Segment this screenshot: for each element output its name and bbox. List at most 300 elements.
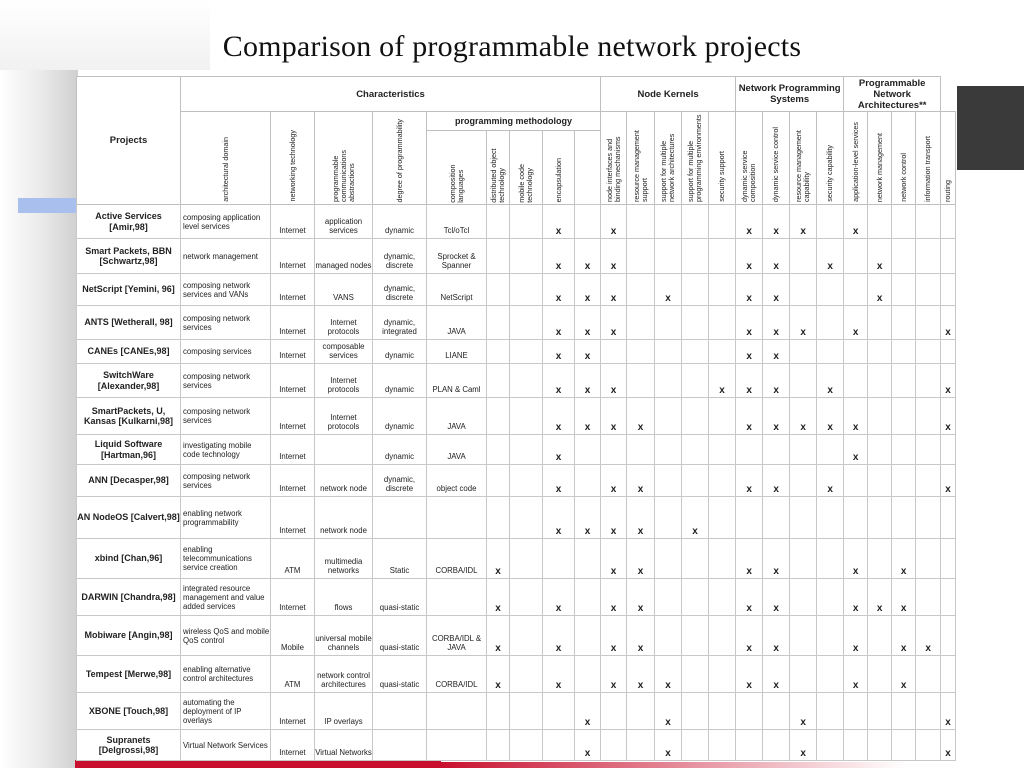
check-mark <box>790 497 817 539</box>
table-row <box>77 274 956 306</box>
communications-abstraction: composable services <box>315 340 373 364</box>
architectural-domain: wireless QoS and mobile QoS control <box>181 616 271 656</box>
check-mark <box>709 205 736 239</box>
check-mark <box>868 435 892 465</box>
check-mark: x <box>844 398 868 435</box>
check-mark <box>844 497 868 539</box>
check-mark <box>736 435 763 465</box>
architectural-domain: network management <box>181 239 271 274</box>
check-mark <box>510 465 543 497</box>
check-mark <box>655 340 682 364</box>
check-mark: x <box>763 398 790 435</box>
composition-language: JAVA <box>427 306 487 340</box>
check-mark <box>790 616 817 656</box>
networking-technology: Internet <box>271 340 315 364</box>
col-header: routing <box>941 112 956 205</box>
col-header: dynamic service control <box>763 112 790 205</box>
architectural-domain: composing application level services <box>181 205 271 239</box>
check-mark <box>627 364 655 398</box>
col-header: application-level services <box>844 112 868 205</box>
check-mark <box>817 205 844 239</box>
check-mark <box>510 205 543 239</box>
check-mark: x <box>817 239 844 274</box>
check-mark <box>817 656 844 693</box>
check-mark: x <box>941 465 956 497</box>
check-mark <box>510 693 543 730</box>
table-row <box>77 306 956 340</box>
check-mark <box>709 616 736 656</box>
check-mark: x <box>844 579 868 616</box>
check-mark <box>682 274 709 306</box>
col-header: security support <box>709 112 736 205</box>
check-mark <box>868 693 892 730</box>
communications-abstraction <box>315 435 373 465</box>
check-mark <box>655 205 682 239</box>
check-mark <box>627 693 655 730</box>
composition-language: JAVA <box>427 398 487 435</box>
check-mark <box>790 435 817 465</box>
check-mark <box>790 579 817 616</box>
check-mark <box>763 435 790 465</box>
check-mark <box>844 274 868 306</box>
communications-abstraction: network control architectures <box>315 656 373 693</box>
architectural-domain: composing network services <box>181 306 271 340</box>
check-mark <box>868 340 892 364</box>
project-name: ANTS [Wetherall, 98] <box>77 306 181 340</box>
check-mark <box>892 465 916 497</box>
project-name: Smart Packets, BBN [Schwartz,98] <box>77 239 181 274</box>
table-row <box>77 579 956 616</box>
check-mark <box>790 239 817 274</box>
check-mark <box>790 364 817 398</box>
check-mark <box>941 274 956 306</box>
check-mark: x <box>892 539 916 579</box>
table-row <box>77 497 956 539</box>
check-mark: x <box>543 205 575 239</box>
composition-language <box>427 497 487 539</box>
check-mark: x <box>868 239 892 274</box>
networking-technology: ATM <box>271 656 315 693</box>
check-mark: x <box>601 465 627 497</box>
architectural-domain: Virtual Network Services <box>181 730 271 761</box>
degree-of-programmability: dynamic, discrete <box>373 465 427 497</box>
check-mark <box>817 730 844 761</box>
check-mark <box>627 274 655 306</box>
check-mark: x <box>844 656 868 693</box>
check-mark: x <box>790 730 817 761</box>
check-mark <box>790 274 817 306</box>
col-header: networking technology <box>271 112 315 205</box>
check-mark: x <box>736 239 763 274</box>
col-header: support for multiple network architectures <box>655 112 682 205</box>
check-mark <box>763 730 790 761</box>
check-mark <box>682 656 709 693</box>
project-name: Supranets [Delgrossi,98] <box>77 730 181 761</box>
check-mark <box>682 364 709 398</box>
project-name: Liquid Software [Hartman,96] <box>77 435 181 465</box>
check-mark <box>627 340 655 364</box>
col-header: security capability <box>817 112 844 205</box>
check-mark <box>510 239 543 274</box>
check-mark <box>627 205 655 239</box>
check-mark: x <box>655 730 682 761</box>
check-mark <box>790 340 817 364</box>
check-mark <box>682 398 709 435</box>
composition-language: CORBA/IDL & JAVA <box>427 616 487 656</box>
table-row <box>77 616 956 656</box>
check-mark: x <box>763 656 790 693</box>
check-mark <box>487 398 510 435</box>
check-mark <box>941 340 956 364</box>
check-mark <box>817 693 844 730</box>
degree-of-programmability: Static <box>373 539 427 579</box>
check-mark: x <box>682 497 709 539</box>
architectural-domain: composing network services and VANs <box>181 274 271 306</box>
check-mark <box>682 465 709 497</box>
check-mark <box>709 579 736 616</box>
check-mark <box>916 239 941 274</box>
header-characteristics: Characteristics <box>181 77 601 112</box>
check-mark <box>487 693 510 730</box>
composition-language: CORBA/IDL <box>427 656 487 693</box>
check-mark: x <box>941 693 956 730</box>
check-mark <box>916 656 941 693</box>
networking-technology: Internet <box>271 465 315 497</box>
check-mark <box>916 435 941 465</box>
check-mark <box>817 435 844 465</box>
table-row <box>77 656 956 693</box>
check-mark <box>682 340 709 364</box>
check-mark <box>510 340 543 364</box>
header-programmable-network-architectures: Programmable Network Architectures** <box>844 77 941 112</box>
check-mark: x <box>709 364 736 398</box>
check-mark: x <box>601 579 627 616</box>
table-row <box>77 398 956 435</box>
check-mark <box>844 730 868 761</box>
check-mark: x <box>575 239 601 274</box>
architectural-domain: composing services <box>181 340 271 364</box>
check-mark: x <box>844 539 868 579</box>
check-mark <box>543 693 575 730</box>
communications-abstraction: multimedia networks <box>315 539 373 579</box>
check-mark <box>709 274 736 306</box>
check-mark <box>655 539 682 579</box>
check-mark <box>487 435 510 465</box>
check-mark: x <box>575 497 601 539</box>
degree-of-programmability: dynamic <box>373 340 427 364</box>
architectural-domain: investigating mobile code technology <box>181 435 271 465</box>
degree-of-programmability: dynamic <box>373 398 427 435</box>
check-mark: x <box>736 579 763 616</box>
check-mark <box>487 497 510 539</box>
composition-language <box>427 693 487 730</box>
check-mark <box>844 364 868 398</box>
check-mark <box>868 364 892 398</box>
degree-of-programmability <box>373 497 427 539</box>
check-mark: x <box>763 579 790 616</box>
check-mark <box>736 730 763 761</box>
check-mark <box>709 340 736 364</box>
check-mark <box>892 435 916 465</box>
networking-technology: Internet <box>271 274 315 306</box>
check-mark: x <box>763 239 790 274</box>
check-mark <box>868 205 892 239</box>
degree-of-programmability: dynamic <box>373 205 427 239</box>
check-mark <box>941 239 956 274</box>
check-mark <box>868 398 892 435</box>
header-programming-methodology: programming methodology <box>427 112 601 131</box>
check-mark <box>916 465 941 497</box>
check-mark: x <box>844 616 868 656</box>
col-header: distributed object technology <box>487 131 510 205</box>
check-mark: x <box>736 340 763 364</box>
check-mark: x <box>575 340 601 364</box>
check-mark <box>487 730 510 761</box>
check-mark: x <box>543 274 575 306</box>
red-fade-bar <box>441 762 957 768</box>
check-mark <box>868 465 892 497</box>
check-mark: x <box>575 398 601 435</box>
check-mark <box>627 239 655 274</box>
check-mark: x <box>763 306 790 340</box>
networking-technology: Internet <box>271 306 315 340</box>
project-name: SmartPackets, U, Kansas [Kulkarni,98] <box>77 398 181 435</box>
check-mark <box>709 435 736 465</box>
check-mark <box>575 435 601 465</box>
check-mark: x <box>763 465 790 497</box>
check-mark <box>892 239 916 274</box>
networking-technology: Internet <box>271 205 315 239</box>
check-mark <box>941 579 956 616</box>
check-mark <box>510 398 543 435</box>
degree-of-programmability <box>373 693 427 730</box>
check-mark: x <box>868 579 892 616</box>
left-gradient-band <box>0 0 78 768</box>
check-mark <box>763 497 790 539</box>
composition-language: NetScript <box>427 274 487 306</box>
check-mark: x <box>763 340 790 364</box>
check-mark <box>709 306 736 340</box>
check-mark: x <box>736 398 763 435</box>
check-mark <box>868 616 892 656</box>
communications-abstraction: Internet protocols <box>315 306 373 340</box>
check-mark <box>682 616 709 656</box>
check-mark: x <box>763 205 790 239</box>
check-mark <box>487 306 510 340</box>
check-mark <box>709 539 736 579</box>
check-mark: x <box>736 465 763 497</box>
check-mark <box>655 579 682 616</box>
check-mark <box>817 340 844 364</box>
degree-of-programmability: dynamic, integrated <box>373 306 427 340</box>
project-name: Active Services [Amir,98] <box>77 205 181 239</box>
check-mark: x <box>763 539 790 579</box>
table-row <box>77 239 956 274</box>
degree-of-programmability: quasi-static <box>373 656 427 693</box>
degree-of-programmability: quasi-static <box>373 616 427 656</box>
table-row <box>77 340 956 364</box>
check-mark <box>510 497 543 539</box>
check-mark <box>916 539 941 579</box>
check-mark: x <box>655 274 682 306</box>
composition-language: Sprocket & Spanner <box>427 239 487 274</box>
dark-accent-block <box>957 86 1024 170</box>
check-mark <box>916 579 941 616</box>
project-name: Mobiware [Angin,98] <box>77 616 181 656</box>
col-header: encapsulation <box>543 131 575 205</box>
check-mark: x <box>601 497 627 539</box>
check-mark: x <box>487 579 510 616</box>
check-mark: x <box>941 730 956 761</box>
check-mark: x <box>601 274 627 306</box>
check-mark: x <box>736 306 763 340</box>
col-header: degree of programmability <box>373 112 427 205</box>
check-mark <box>844 340 868 364</box>
project-name: AN NodeOS [Calvert,98] <box>77 497 181 539</box>
col-header: dynamic service composition <box>736 112 763 205</box>
communications-abstraction: Internet protocols <box>315 364 373 398</box>
blue-accent-bar <box>18 198 78 213</box>
communications-abstraction: flows <box>315 579 373 616</box>
check-mark: x <box>627 616 655 656</box>
check-mark: x <box>575 693 601 730</box>
networking-technology: Internet <box>271 239 315 274</box>
col-header: resource management support <box>627 112 655 205</box>
check-mark: x <box>736 364 763 398</box>
check-mark <box>844 239 868 274</box>
check-mark <box>916 306 941 340</box>
check-mark <box>487 340 510 364</box>
networking-technology: Internet <box>271 364 315 398</box>
check-mark <box>892 497 916 539</box>
degree-of-programmability: dynamic, discrete <box>373 274 427 306</box>
check-mark <box>682 306 709 340</box>
check-mark <box>916 693 941 730</box>
networking-technology: ATM <box>271 539 315 579</box>
check-mark <box>916 340 941 364</box>
col-header: programmable communications abstractions <box>315 112 373 205</box>
check-mark <box>709 693 736 730</box>
check-mark <box>892 693 916 730</box>
composition-language: PLAN & Caml <box>427 364 487 398</box>
check-mark: x <box>892 656 916 693</box>
table-row <box>77 465 956 497</box>
check-mark <box>709 730 736 761</box>
check-mark: x <box>627 579 655 616</box>
project-name: Tempest [Merwe,98] <box>77 656 181 693</box>
check-mark <box>487 239 510 274</box>
check-mark <box>510 616 543 656</box>
composition-language <box>427 579 487 616</box>
networking-technology: Internet <box>271 693 315 730</box>
check-mark <box>709 656 736 693</box>
check-mark: x <box>601 205 627 239</box>
communications-abstraction: Internet protocols <box>315 398 373 435</box>
check-mark <box>709 398 736 435</box>
check-mark <box>916 364 941 398</box>
check-mark: x <box>868 274 892 306</box>
architectural-domain: composing network services <box>181 398 271 435</box>
col-header: mobile code technology <box>510 131 543 205</box>
check-mark <box>510 306 543 340</box>
check-mark <box>892 730 916 761</box>
red-accent-bar <box>75 760 441 768</box>
table-row <box>77 205 956 239</box>
communications-abstraction: Virtual Networks <box>315 730 373 761</box>
composition-language <box>427 730 487 761</box>
networking-technology: Mobile <box>271 616 315 656</box>
communications-abstraction: application services <box>315 205 373 239</box>
check-mark: x <box>736 656 763 693</box>
check-mark: x <box>543 398 575 435</box>
project-name: SwitchWare [Alexander,98] <box>77 364 181 398</box>
check-mark <box>682 693 709 730</box>
check-mark <box>601 340 627 364</box>
check-mark <box>916 398 941 435</box>
check-mark <box>790 539 817 579</box>
communications-abstraction: network node <box>315 497 373 539</box>
check-mark: x <box>575 364 601 398</box>
check-mark <box>487 364 510 398</box>
check-mark: x <box>763 616 790 656</box>
check-mark <box>655 497 682 539</box>
check-mark <box>682 435 709 465</box>
architectural-domain: automating the deployment of IP overlays <box>181 693 271 730</box>
check-mark: x <box>601 539 627 579</box>
check-mark <box>817 539 844 579</box>
composition-language: LIANE <box>427 340 487 364</box>
check-mark <box>790 465 817 497</box>
architectural-domain: composing network services <box>181 364 271 398</box>
check-mark <box>682 539 709 579</box>
table-row <box>77 435 956 465</box>
check-mark <box>682 239 709 274</box>
check-mark <box>655 435 682 465</box>
check-mark: x <box>817 398 844 435</box>
check-mark: x <box>601 306 627 340</box>
check-mark <box>627 306 655 340</box>
check-mark: x <box>790 398 817 435</box>
check-mark: x <box>543 306 575 340</box>
check-mark: x <box>487 616 510 656</box>
check-mark <box>655 616 682 656</box>
check-mark <box>655 398 682 435</box>
check-mark: x <box>790 306 817 340</box>
check-mark <box>655 306 682 340</box>
check-mark <box>510 656 543 693</box>
header-projects: Projects <box>77 77 181 205</box>
col-header: resource management capability <box>790 112 817 205</box>
networking-technology: Internet <box>271 579 315 616</box>
check-mark <box>510 435 543 465</box>
check-mark: x <box>601 364 627 398</box>
check-mark <box>817 497 844 539</box>
check-mark: x <box>941 364 956 398</box>
check-mark <box>892 340 916 364</box>
composition-language: Tcl/oTcl <box>427 205 487 239</box>
check-mark: x <box>543 465 575 497</box>
networking-technology: Internet <box>271 497 315 539</box>
check-mark <box>817 306 844 340</box>
check-mark <box>510 274 543 306</box>
table-row <box>77 364 956 398</box>
architectural-domain: enabling telecommunications service creation <box>181 539 271 579</box>
col-header: support for multiple programming environments <box>682 112 709 205</box>
communications-abstraction: network node <box>315 465 373 497</box>
check-mark: x <box>941 398 956 435</box>
check-mark <box>575 205 601 239</box>
check-mark <box>941 497 956 539</box>
